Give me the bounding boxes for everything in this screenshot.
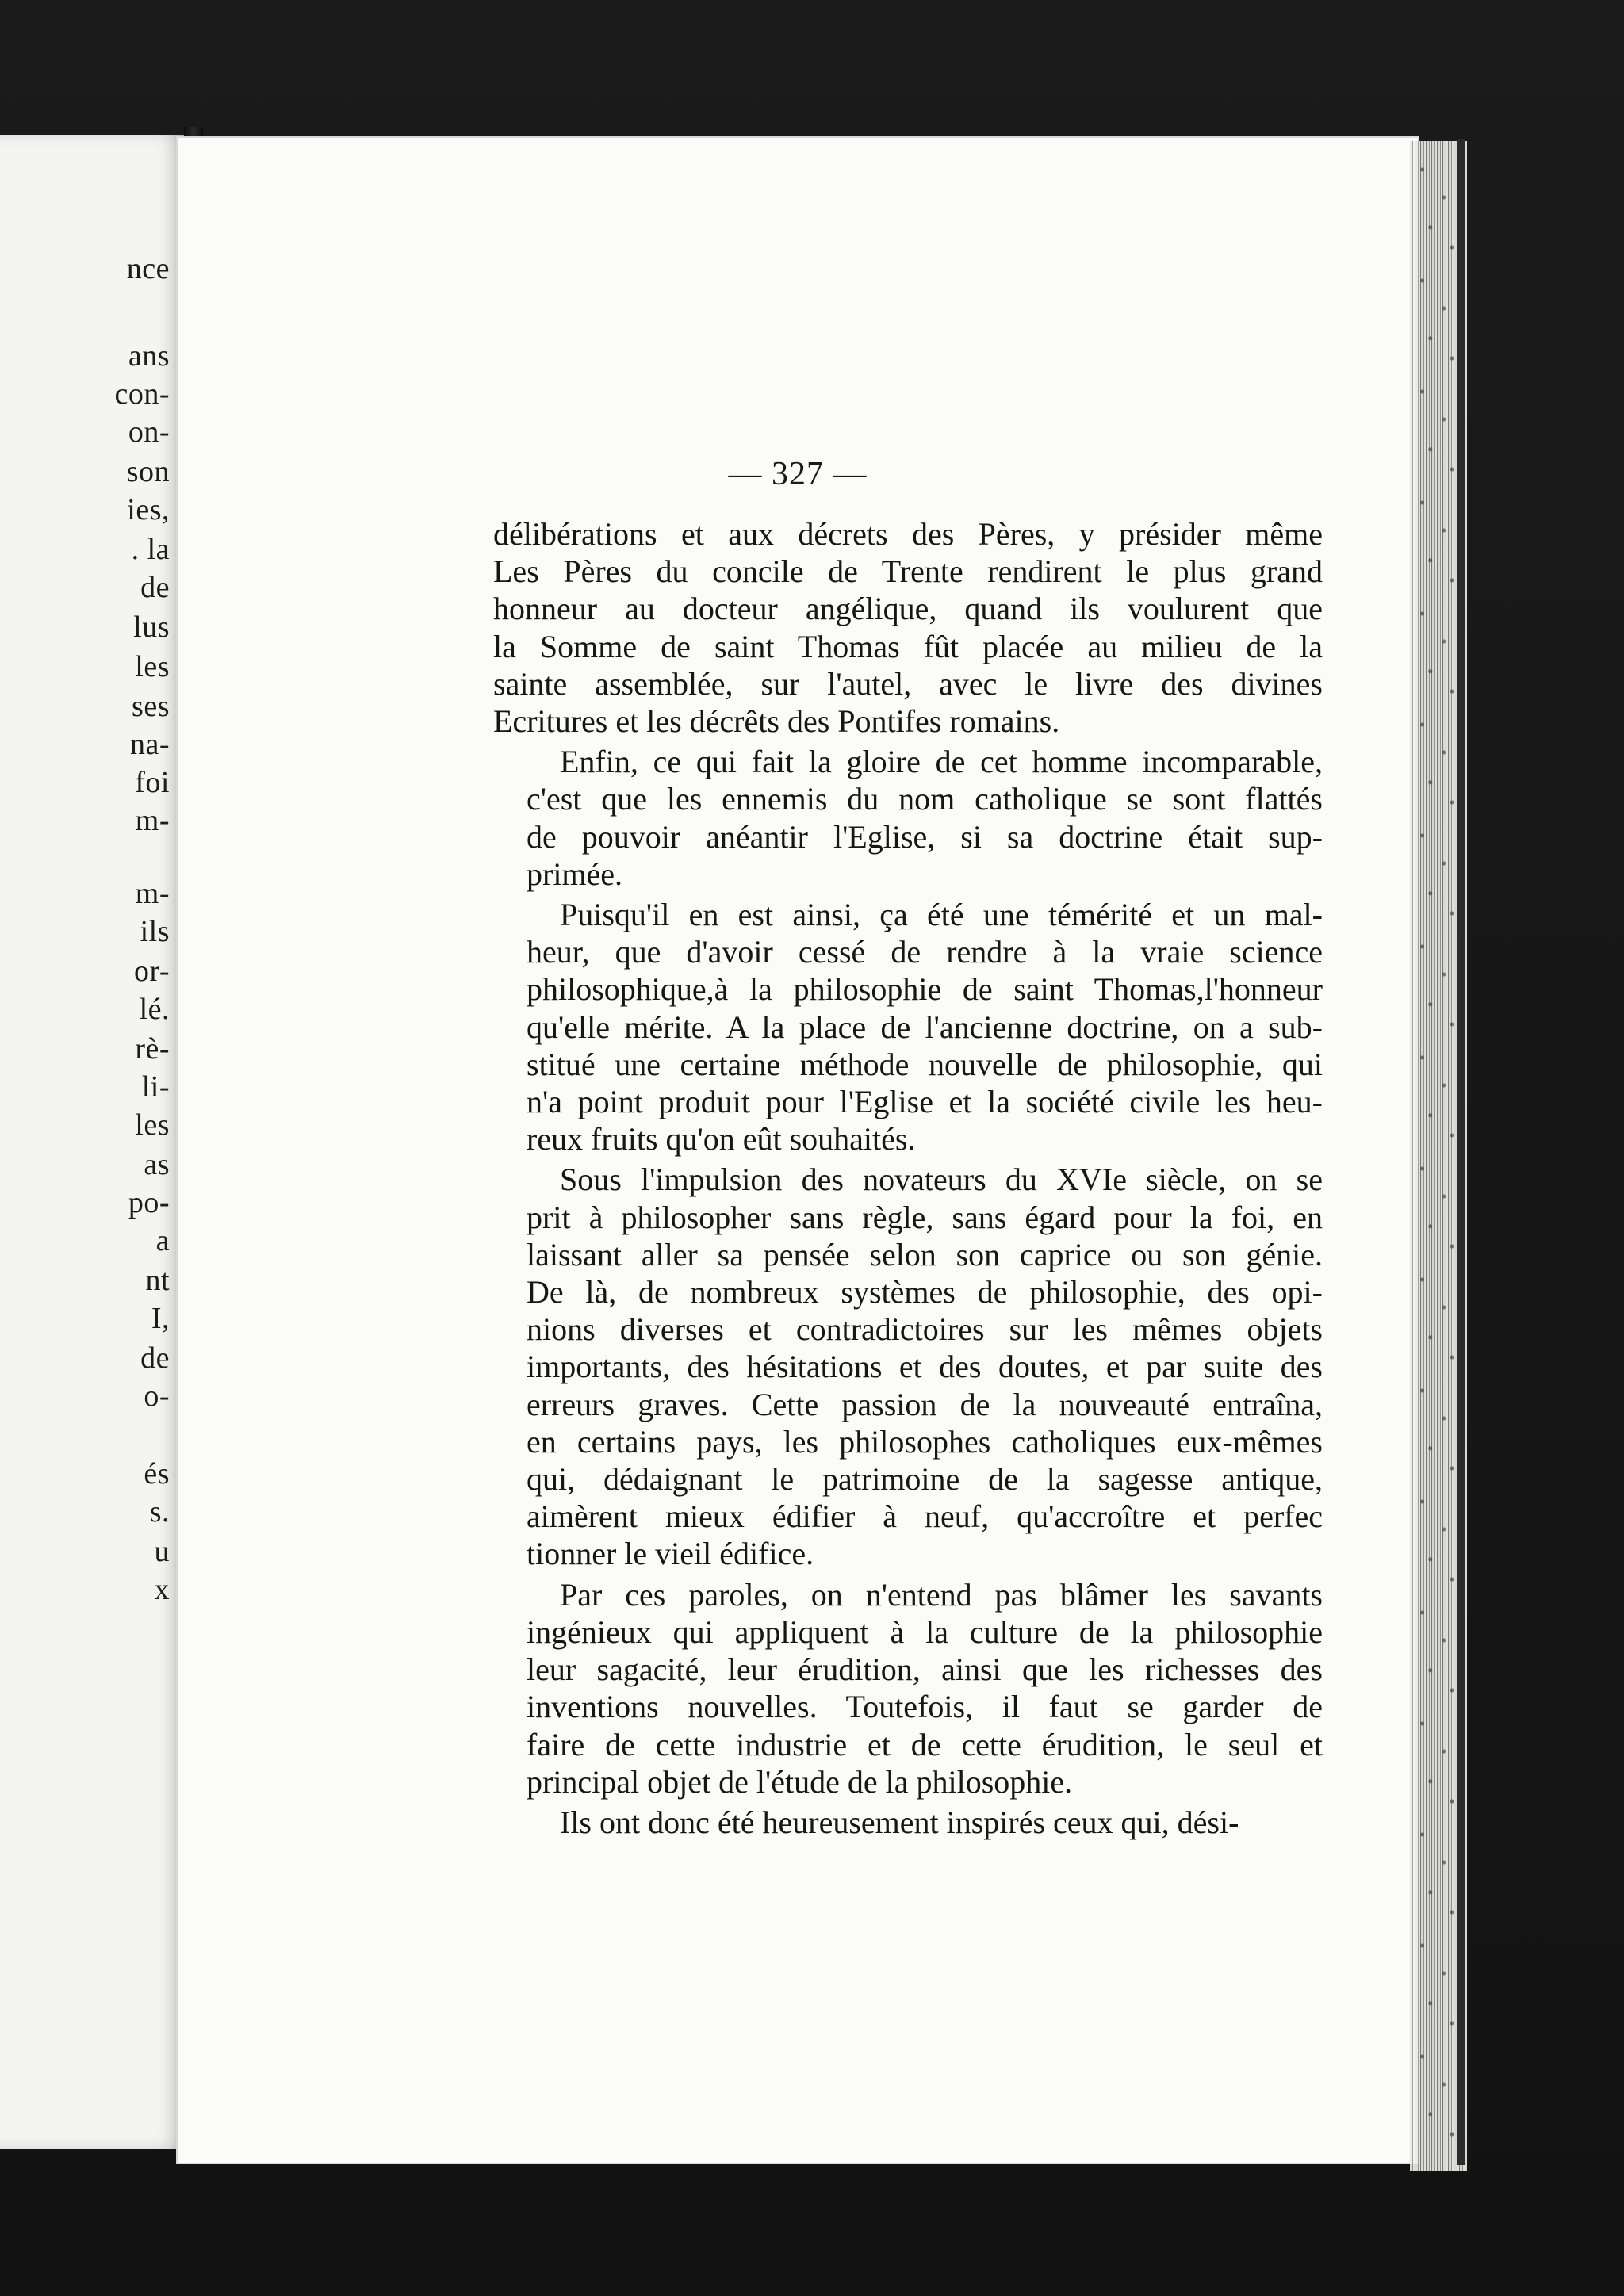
text-line: c'est que les ennemis du nom catholique se sont flattés (527, 781, 1323, 817)
left-page-fragment: o- (144, 1380, 170, 1413)
page-number: — 327 — (728, 456, 868, 492)
text-line: honneur au docteur angélique, quand ils voulurent que (493, 591, 1323, 627)
text-line: leur sagacité, leur érudition, ainsi que les richesses des (527, 1651, 1323, 1688)
paragraph (493, 1804, 1323, 1841)
left-page-fragment: lé. (139, 993, 170, 1026)
left-page-fragment: . la (131, 533, 170, 566)
left-page-fragment: m- (135, 804, 170, 837)
left-page-fragment: I, (151, 1302, 170, 1335)
left-page-fragment: u (154, 1535, 170, 1568)
text-line: qu'elle mérite. A la place de l'ancienne doctrine, on a sub- (527, 1008, 1323, 1045)
text-line: importants, des hésitations et des doutes, et par suite des (527, 1349, 1323, 1385)
page-text (493, 515, 1323, 1841)
left-page-fragment: les (135, 650, 170, 683)
text-line: Par ces paroles, on n'entend pas blâmer les savants (560, 1576, 1323, 1613)
left-page-fragment: ils (140, 915, 170, 948)
text-line: Sous l'impulsion des novateurs du XVIe siècle, on se (560, 1161, 1323, 1198)
text-line: erreurs graves. Cette passion de la nouveauté entraîna, (527, 1386, 1323, 1422)
text-line: en certains pays, les philosophes catholiques eux-mêmes (527, 1423, 1323, 1460)
text-line: primée. (527, 855, 623, 892)
left-page-fragment: s. (149, 1495, 170, 1529)
text-line: aimèrent mieux édifier à neuf, qu'accroître et perfec (527, 1498, 1323, 1535)
left-page-fragment: és (144, 1457, 170, 1490)
text-line: la Somme de saint Thomas fût placée au milieu de la (493, 628, 1323, 664)
text-line: Ecritures et les décrêts des Pontifes romains. (493, 703, 1060, 740)
text-line: nions diverses et contradictoires sur les mêmes objets (527, 1311, 1323, 1348)
text-line: reux fruits qu'on eût souhaités. (527, 1121, 916, 1158)
left-page-fragment: m- (135, 877, 170, 910)
left-page-fragment: a (155, 1224, 170, 1257)
left-page-fragment: ses (132, 690, 170, 723)
paragraph (493, 743, 1323, 893)
left-page-fragment: x (154, 1573, 170, 1606)
text-line: principal objet de l'étude de la philosophie. (527, 1763, 1073, 1800)
text-line: faire de cette industrie et de cette érudition, le seul et (527, 1726, 1323, 1762)
left-page-fragment: na- (129, 728, 170, 761)
left-page-fragment: or- (133, 955, 170, 988)
text-line: inventions nouvelles. Toutefois, il faut se garder de (527, 1689, 1323, 1725)
text-line: Les Pères du concile de Trente rendirent le plus grand (493, 553, 1323, 590)
left-page-fragment: lus (133, 610, 170, 644)
left-page-fragment: son (126, 455, 170, 488)
text-line: tionner le vieil édifice. (527, 1536, 814, 1572)
text-line: De là, de nombreux systèmes de philosophie, des opi- (527, 1274, 1323, 1311)
left-page-fragment: nt (145, 1264, 170, 1297)
left-page-fragment: li- (141, 1070, 170, 1104)
text-line: ingénieux qui appliquent à la culture de la philosophie (527, 1613, 1323, 1650)
left-page-fragment: ies, (127, 493, 170, 526)
left-page-fragment: foi (135, 766, 170, 799)
paragraph (493, 515, 1323, 740)
left-page-fragment: rè- (135, 1032, 170, 1066)
text-line: sainte assemblée, sur l'autel, avec le livre des divines (493, 665, 1323, 702)
left-page-fragment: on- (128, 415, 170, 449)
paragraph (493, 1161, 1323, 1572)
text-line: prit à philosopher sans règle, sans égard pour la foi, en (527, 1199, 1323, 1235)
text-line: n'a point produit pour l'Eglise et la société civile les heu- (527, 1084, 1323, 1120)
book-cover-edge (1457, 139, 1465, 2165)
paragraph (493, 1576, 1323, 1800)
text-line: qui, dédaignant le patrimoine de la sagesse antique, (527, 1461, 1323, 1498)
text-line: Puisqu'il en est ainsi, ça été une témérité et un mal- (560, 897, 1323, 933)
left-page-fragment: de (140, 571, 170, 604)
text-line: laissant aller sa pensée selon son caprice ou son génie. (527, 1236, 1323, 1272)
left-page-fragment: les (135, 1108, 170, 1142)
text-line: philosophique,à la philosophie de saint Thomas,l'honneur (527, 971, 1323, 1008)
paragraph (493, 896, 1323, 1158)
left-page-fragment: po- (128, 1186, 170, 1219)
text-line: Ils ont donc été heureusement inspirés ceux qui, dési- (560, 1804, 1239, 1840)
left-page-fragment: de (140, 1341, 170, 1375)
left-page-fragment: nce (126, 252, 170, 285)
left-page-fragment: ans (128, 339, 170, 373)
text-line: de pouvoir anéantir l'Eglise, si sa doctrine était sup- (527, 818, 1323, 855)
book-page (176, 136, 1419, 2164)
text-line: heur, que d'avoir cessé de rendre à la vraie science (527, 934, 1323, 970)
text-line: Enfin, ce qui fait la gloire de cet homme incomparable, (560, 744, 1323, 780)
text-line: stitué une certaine méthode nouvelle de philosophie, qui (527, 1046, 1323, 1082)
left-facing-page (0, 135, 184, 2149)
text-line: délibérations et aux décrets des Pères, y présider même (493, 516, 1323, 552)
left-page-fragment: con- (114, 377, 170, 411)
left-page-fragment: as (144, 1148, 170, 1181)
